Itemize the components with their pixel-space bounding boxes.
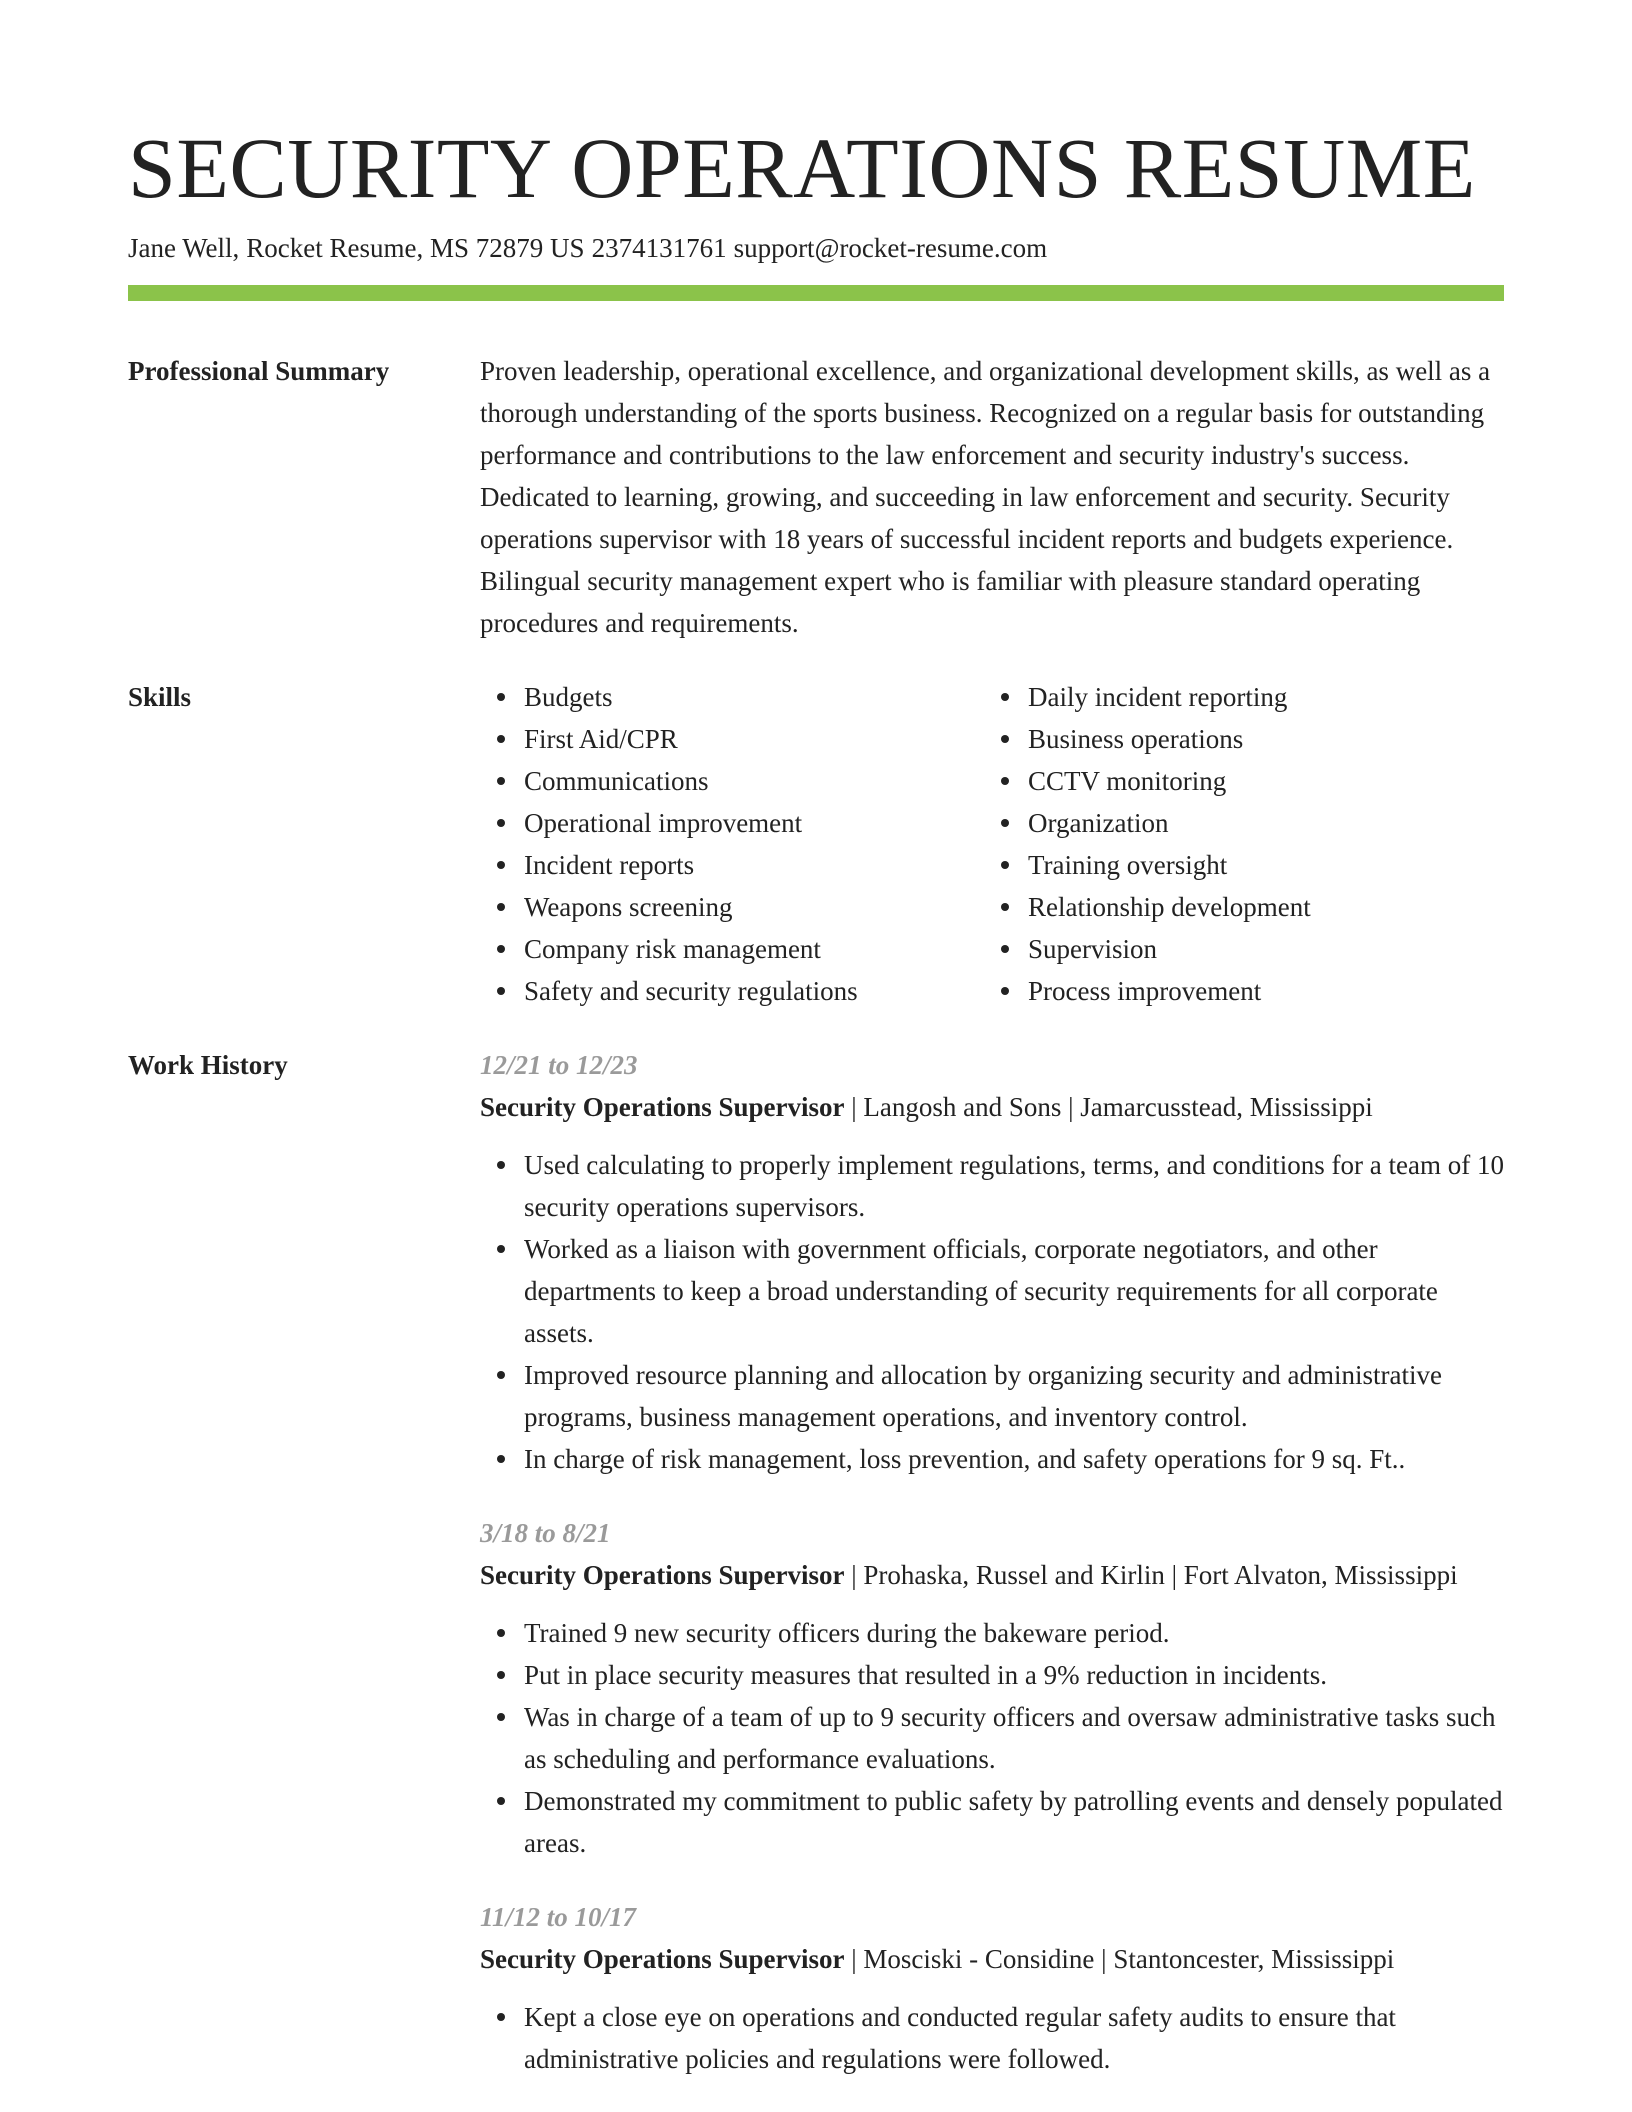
section-label-work-history: Work History (128, 1050, 288, 1080)
job-bullets (480, 1612, 1504, 1864)
contact-email: support@rocket-resume.com (733, 233, 1048, 263)
skill-item: First Aid/CPR (480, 718, 984, 760)
job-title: Security Operations Supervisor (480, 1560, 845, 1590)
skill-item: Supervision (984, 928, 1488, 970)
section-label-skills: Skills (128, 682, 192, 712)
job-bullet: Used calculating to properly implement regulations, terms, and conditions for a team of 10 security operations supervisors. (480, 1144, 1504, 1228)
job-entry (480, 1044, 1504, 1480)
job-dates: 12/21 to 12/23 (480, 1050, 638, 1080)
work-history-section (128, 1044, 1504, 2112)
contact-line (128, 230, 1047, 266)
job-heading (480, 1554, 1504, 1596)
job-bullet: Worked as a liaison with government officials, corporate negotiators, and other departments to keep a broad understanding of security requirements for all corporate assets. (480, 1228, 1504, 1354)
skill-item: Business operations (984, 718, 1488, 760)
contact-name: Jane Well, (128, 233, 240, 263)
job-employer-location: | Langosh and Sons | Jamarcusstead, Mississippi (844, 1092, 1373, 1122)
skill-item: Company risk management (480, 928, 984, 970)
work-history-body (480, 1044, 1504, 2112)
professional-summary-section (128, 350, 1504, 644)
job-bullet: Was in charge of a team of up to 9 security officers and oversaw administrative tasks such as scheduling and performance evaluations. (480, 1696, 1504, 1780)
job-employer-location: | Prohaska, Russel and Kirlin | Fort Alvaton, Mississippi (844, 1560, 1458, 1590)
resume-title: SECURITY OPERATIONS RESUME (128, 120, 1476, 216)
skill-item: Organization (984, 802, 1488, 844)
job-dates: 3/18 to 8/21 (480, 1518, 611, 1548)
contact-location: Rocket Resume, MS 72879 US (246, 233, 585, 263)
job-title: Security Operations Supervisor (480, 1944, 845, 1974)
job-heading (480, 1086, 1504, 1128)
skill-item: Budgets (480, 676, 984, 718)
job-title: Security Operations Supervisor (480, 1092, 845, 1122)
skill-item: Weapons screening (480, 886, 984, 928)
job-bullets (480, 1144, 1504, 1480)
job-heading (480, 1938, 1504, 1980)
skills-body (480, 676, 1504, 1012)
skills-grid (480, 676, 1504, 1012)
job-employer-location: | Mosciski - Considine | Stantoncester, Mississippi (844, 1944, 1395, 1974)
summary-body (480, 350, 1504, 644)
skill-item: Safety and security regulations (480, 970, 984, 1012)
section-label-summary: Professional Summary (128, 356, 390, 386)
job-bullet: Kept a close eye on operations and conducted regular safety audits to ensure that administrative policies and regulations were followed. (480, 1996, 1504, 2080)
skill-item: Process improvement (984, 970, 1488, 1012)
skills-column-right (984, 676, 1488, 1012)
skills-column-left (480, 676, 984, 1012)
skill-item: Daily incident reporting (984, 676, 1488, 718)
summary-text: Proven leadership, operational excellence, and organizational development skills, as well as a thorough understanding of the sports business. Recognized on a regular basis for outstanding performance and contributions to the law enforcement and security industry's success. Dedicated to learning, growing, and succeeding in law enforcement and security. Security operations supervisor with 18 years of successful incident reports and budgets experience. Bilingual security management expert who is familiar with pleasure standard operating procedures and requirements. (480, 356, 1491, 638)
resume-sections (128, 350, 1504, 2112)
contact-phone: 2374131761 (591, 233, 727, 263)
job-dates: 11/12 to 10/17 (480, 1902, 637, 1932)
job-bullet: Demonstrated my commitment to public safety by patrolling events and densely populated areas. (480, 1780, 1504, 1864)
job-bullet: Trained 9 new security officers during the bakeware period. (480, 1612, 1504, 1654)
job-entry (480, 1512, 1504, 1864)
skill-item: CCTV monitoring (984, 760, 1488, 802)
skill-item: Communications (480, 760, 984, 802)
job-entry (480, 1896, 1504, 2080)
accent-divider (128, 285, 1504, 301)
job-bullets (480, 1996, 1504, 2080)
skill-item: Incident reports (480, 844, 984, 886)
job-bullet: Improved resource planning and allocation by organizing security and administrative programs, business management operations, and inventory control. (480, 1354, 1504, 1438)
skill-item: Relationship development (984, 886, 1488, 928)
skill-item: Operational improvement (480, 802, 984, 844)
skills-section (128, 676, 1504, 1012)
job-bullet: Put in place security measures that resulted in a 9% reduction in incidents. (480, 1654, 1504, 1696)
skill-item: Training oversight (984, 844, 1488, 886)
job-bullet: In charge of risk management, loss prevention, and safety operations for 9 sq. Ft.. (480, 1438, 1504, 1480)
